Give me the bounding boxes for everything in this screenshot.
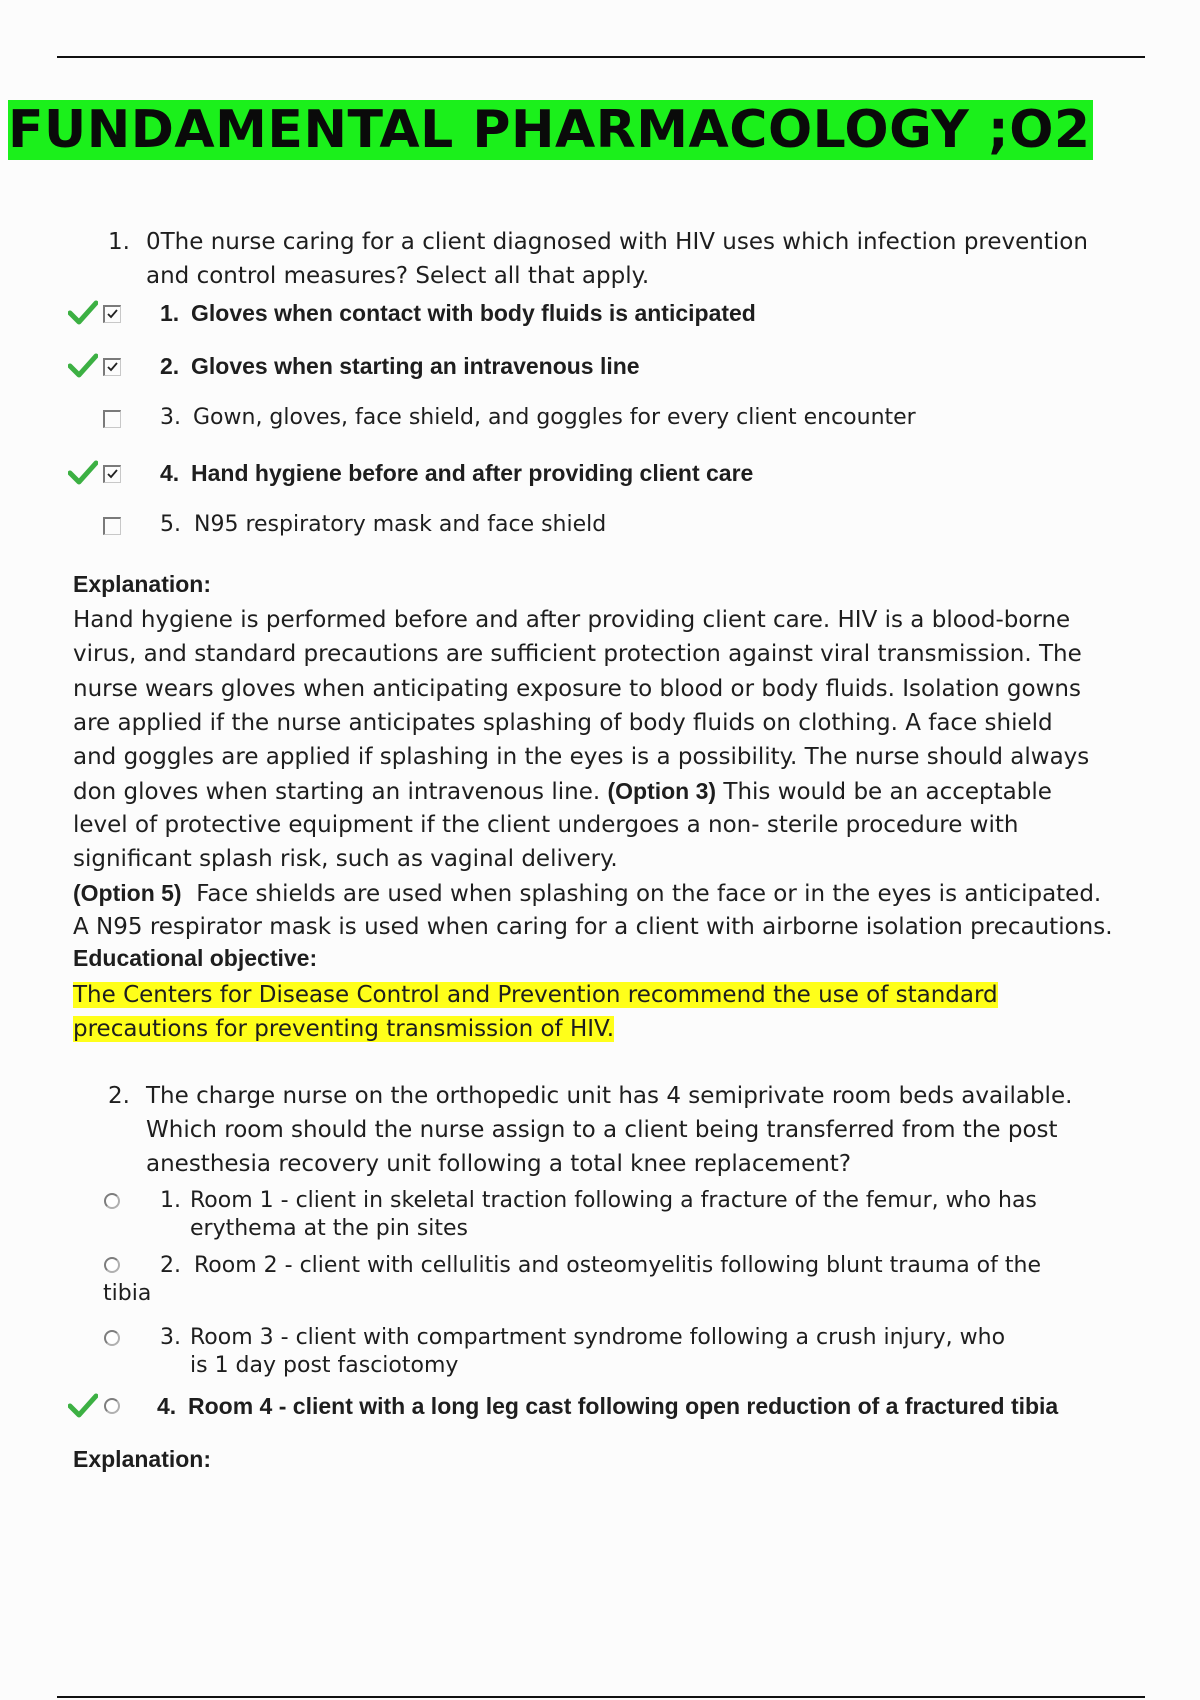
explanation-line: and goggles are applied if splashing in the eyes is a possibility. The nurse should always	[73, 744, 1090, 770]
question-number: 2.	[108, 1083, 130, 1109]
option-text: N95 respiratory mask and face shield	[194, 512, 607, 537]
check-icon	[68, 1393, 98, 1419]
radio-icon[interactable]	[104, 1193, 120, 1209]
objective-label: Educational objective:	[73, 945, 318, 971]
checkbox-icon[interactable]	[103, 465, 121, 483]
check-icon	[68, 353, 98, 379]
option-text: is 1 day post fasciotomy	[190, 1353, 459, 1378]
page-title: FUNDAMENTAL PHARMACOLOGY ;O2	[8, 100, 1093, 160]
explanation-text: don gloves when starting an intravenous line.	[73, 779, 608, 805]
check-icon	[68, 300, 98, 326]
question-text-line: 0The nurse caring for a client diagnosed with HIV uses which infection prevention	[146, 229, 1088, 255]
check-icon	[68, 460, 98, 486]
explanation-line: are applied if the nurse anticipates splashing of body fluids on clothing. A face shield	[73, 710, 1053, 736]
explanation-label: Explanation:	[73, 571, 212, 597]
option-number: 3.	[160, 405, 181, 430]
option-text: Room 4 - client with a long leg cast following open reduction of a fractured tibia	[188, 1393, 1059, 1419]
top-rule	[57, 56, 1145, 58]
explanation-text: This would be an acceptable	[716, 779, 1052, 805]
option-number: 2.	[160, 353, 180, 379]
objective-line	[73, 978, 998, 1012]
explanation-line: nurse wears gloves when anticipating exposure to blood or body fluids. Isolation gowns	[73, 676, 1081, 702]
option-reference: (Option 3)	[607, 778, 717, 804]
option-text: Room 2 - client with cellulitis and osteomyelitis following blunt trauma of the	[194, 1253, 1041, 1278]
objective-line	[73, 1012, 614, 1046]
option-number: 2.	[160, 1253, 181, 1278]
question-text-line: anesthesia recovery unit following a total knee replacement?	[146, 1151, 852, 1177]
checkbox-icon[interactable]	[103, 410, 121, 428]
option-text: tibia	[103, 1281, 152, 1306]
highlighted-text: The Centers for Disease Control and Prevention recommend the use of standard	[73, 982, 998, 1008]
option-text: Gloves when starting an intravenous line	[191, 353, 640, 379]
option-text: Hand hygiene before and after providing client care	[191, 460, 754, 486]
explanation-line: significant splash risk, such as vaginal delivery.	[73, 846, 618, 872]
question-text-line: and control measures? Select all that apply.	[146, 263, 650, 289]
option-number: 5.	[160, 512, 181, 537]
checkbox-icon[interactable]	[103, 517, 121, 535]
explanation-line	[73, 876, 1101, 911]
option-reference: (Option 5)	[73, 880, 182, 906]
option-text: erythema at the pin sites	[190, 1216, 469, 1241]
option-number: 3.	[160, 1325, 181, 1350]
checkbox-icon[interactable]	[103, 358, 121, 376]
option-number: 4.	[157, 1393, 177, 1419]
radio-icon[interactable]	[104, 1257, 120, 1273]
explanation-label: Explanation:	[73, 1446, 212, 1472]
option-number: 1.	[160, 1188, 181, 1213]
question-text-line: Which room should the nurse assign to a client being transferred from the post	[146, 1117, 1058, 1143]
explanation-line	[73, 774, 1052, 809]
explanation-text: Face shields are used when splashing on the face or in the eyes is anticipated.	[181, 881, 1102, 907]
explanation-line: virus, and standard precautions are sufficient protection against viral transmission. The	[73, 641, 1082, 667]
bottom-rule	[57, 1696, 1145, 1698]
option-number: 1.	[160, 300, 180, 326]
explanation-line: A N95 respirator mask is used when caring for a client with airborne isolation precautions.	[73, 914, 1113, 940]
option-text: Room 3 - client with compartment syndrome following a crush injury, who	[190, 1325, 1006, 1350]
option-text: Room 1 - client in skeletal traction following a fracture of the femur, who has	[190, 1188, 1037, 1213]
option-text: Gloves when contact with body fluids is anticipated	[191, 300, 756, 326]
question-number: 1.	[108, 229, 130, 255]
checkbox-icon[interactable]	[103, 305, 121, 323]
option-text: Gown, gloves, face shield, and goggles for every client encounter	[193, 405, 916, 430]
explanation-line: level of protective equipment if the client undergoes a non- sterile procedure with	[73, 812, 1019, 838]
question-text-line: The charge nurse on the orthopedic unit has 4 semiprivate room beds available.	[146, 1083, 1073, 1109]
option-number: 4.	[160, 460, 180, 486]
explanation-line: Hand hygiene is performed before and after providing client care. HIV is a blood-borne	[73, 607, 1071, 633]
highlighted-text: precautions for preventing transmission of HIV.	[73, 1016, 615, 1042]
radio-icon[interactable]	[104, 1398, 120, 1414]
radio-icon[interactable]	[104, 1330, 120, 1346]
